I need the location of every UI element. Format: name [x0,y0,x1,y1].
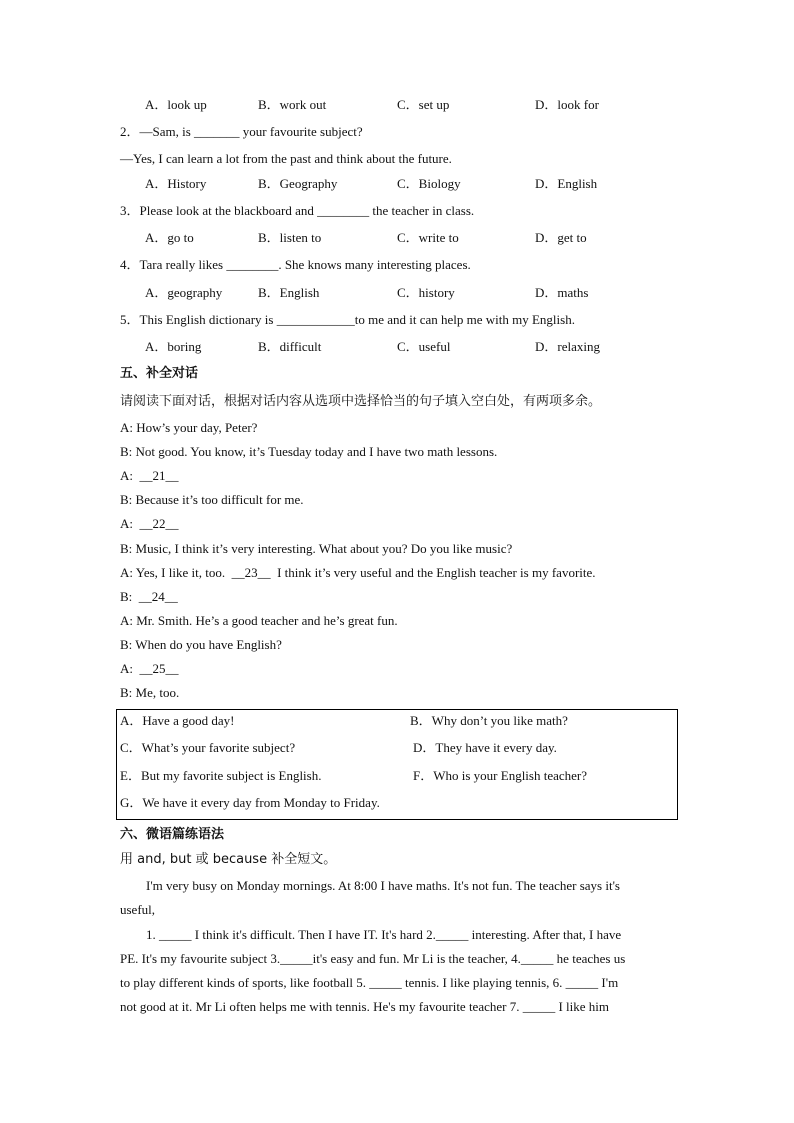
dialog-line-4: B: Because it’s too difficult for me. [120,492,304,507]
q5-stem-text-end: to me and it can help me with my English. [354,312,575,327]
dialog-speaker: A: [120,468,140,483]
passage-line-2: useful, [120,902,156,917]
choice-d[interactable]: D．They have it every day. [413,740,557,755]
q4-stem-text: 4．Tara really likes [120,257,227,272]
section6-title: 六、微语篇练语法 [120,827,225,842]
q2-stem-text: 2．—Sam, is [120,124,195,139]
dialog-line-10: B: When do you have English? [120,637,282,652]
q5-option-b[interactable]: B．difficult [258,339,322,354]
section5-title: 五、补全对话 [120,366,199,381]
q3-option-b[interactable]: B．listen to [258,230,322,245]
q2-blank[interactable]: _______ [194,124,240,139]
q3-option-a[interactable]: A．go to [145,230,194,245]
dialog-line-9: A: Mr. Smith. He’s a good teacher and he’s great fun. [120,613,398,628]
q3-option-d[interactable]: D．get to [535,230,587,245]
q2-stem-text-end: your favourite subject? [239,124,363,139]
dialog-line-2: B: Not good. You know, it’s Tuesday today and I have two math lessons. [120,444,498,459]
dialog-text: A: Yes, I like it, too. [120,565,232,580]
q3-stem [120,203,474,219]
q2-option-a[interactable]: A．History [145,176,207,191]
dialog-speaker: A: [120,661,140,676]
q1-option-c[interactable]: C．set up [397,97,450,112]
dialog-line-12: B: Me, too. [120,685,180,700]
dialog-line-6: B: Music, I think it’s very interesting. What about you? Do you like music? [120,541,513,556]
dialog-line-11 [120,661,179,677]
q1-option-d[interactable]: D．look for [535,97,599,112]
q2-reply: —Yes, I can learn a lot from the past and think about the future. [120,151,452,166]
q4-blank[interactable]: ________ [226,257,279,272]
choice-g[interactable]: G．We have it every day from Monday to Friday. [120,795,380,810]
q5-option-d[interactable]: D．relaxing [535,339,600,354]
dialog-line-5 [120,516,179,532]
q4-option-b[interactable]: B．English [258,285,320,300]
q5-option-c[interactable]: C．useful [397,339,451,354]
q4-options [145,285,645,301]
q2-option-c[interactable]: C．Biology [397,176,461,191]
q1-options [145,97,645,113]
dialog-line-1: A: How’s your day, Peter? [120,420,258,435]
q3-blank[interactable]: ________ [317,203,370,218]
section6-instruction: 用 and, but 或 because 补全短文。 [120,852,337,867]
dialog-line-7 [120,565,596,581]
q1-option-a[interactable]: A．look up [145,97,207,112]
dialog-blank-22[interactable]: __22__ [139,516,179,531]
q3-stem-text: 3．Please look at the blackboard and [120,203,318,218]
passage-line-5: to play different kinds of sports, like football 5. _____ tennis. I like playing tennis, 6. _____ I'm [120,975,619,990]
passage-line-6: not good at it. Mr Li often helps me with tennis. He's my favourite teacher 7. _____ I like him [120,999,610,1014]
choice-a[interactable]: A．Have a good day! [120,713,235,728]
q5-stem-text: 5．This English dictionary is [120,312,277,327]
q4-option-d[interactable]: D．maths [535,285,589,300]
q5-option-a[interactable]: A．boring [145,339,202,354]
q5-stem [120,312,575,328]
q5-options [145,339,645,355]
q4-option-c[interactable]: C．history [397,285,455,300]
q4-stem [120,257,471,273]
q3-option-c[interactable]: C．write to [397,230,459,245]
dialog-speaker: B: [120,589,139,604]
dialog-blank-25[interactable]: __25__ [139,661,179,676]
dialog-blank-21[interactable]: __21__ [139,468,179,483]
q3-stem-text-end: the teacher in class. [369,203,475,218]
q4-stem-text-end: . She knows many interesting places. [278,257,471,272]
dialog-line-8 [120,589,178,605]
passage-line-3: 1. _____ I think it's difficult. Then I have IT. It's hard 2._____ interesting. After that, I have [120,927,622,942]
q2-option-b[interactable]: B．Geography [258,176,338,191]
choice-e[interactable]: E．But my favorite subject is English. [120,768,322,783]
q4-option-a[interactable]: A．geography [145,285,223,300]
choice-b[interactable]: B．Why don’t you like math? [410,713,568,728]
q5-blank[interactable]: ____________ [276,312,355,327]
q1-option-b[interactable]: B．work out [258,97,327,112]
choice-f[interactable]: F．Who is your English teacher? [413,768,588,783]
q2-options [145,176,645,192]
q3-options [145,230,645,246]
q2-stem [120,124,363,140]
choices-box [116,709,678,820]
section5-instruction: 请阅读下面对话，根据对话内容从选项中选择恰当的句子填入空白处，有两项多余。 [120,394,602,409]
dialog-speaker: A: [120,516,140,531]
dialog-line-3 [120,468,179,484]
passage-line-1: I'm very busy on Monday mornings. At 8:00 I have maths. It's not fun. The teacher says it's [120,878,620,893]
dialog-blank-23[interactable]: __23__ [231,565,271,580]
passage-line-4: PE. It's my favourite subject 3._____it's easy and fun. Mr Li is the teacher, 4._____ he teaches us [120,951,626,966]
dialog-text-end: I think it’s very useful and the English teacher is my favorite. [270,565,596,580]
q2-option-d[interactable]: D．English [535,176,598,191]
dialog-blank-24[interactable]: __24__ [138,589,178,604]
choice-c[interactable]: C．What’s your favorite subject? [120,740,296,755]
